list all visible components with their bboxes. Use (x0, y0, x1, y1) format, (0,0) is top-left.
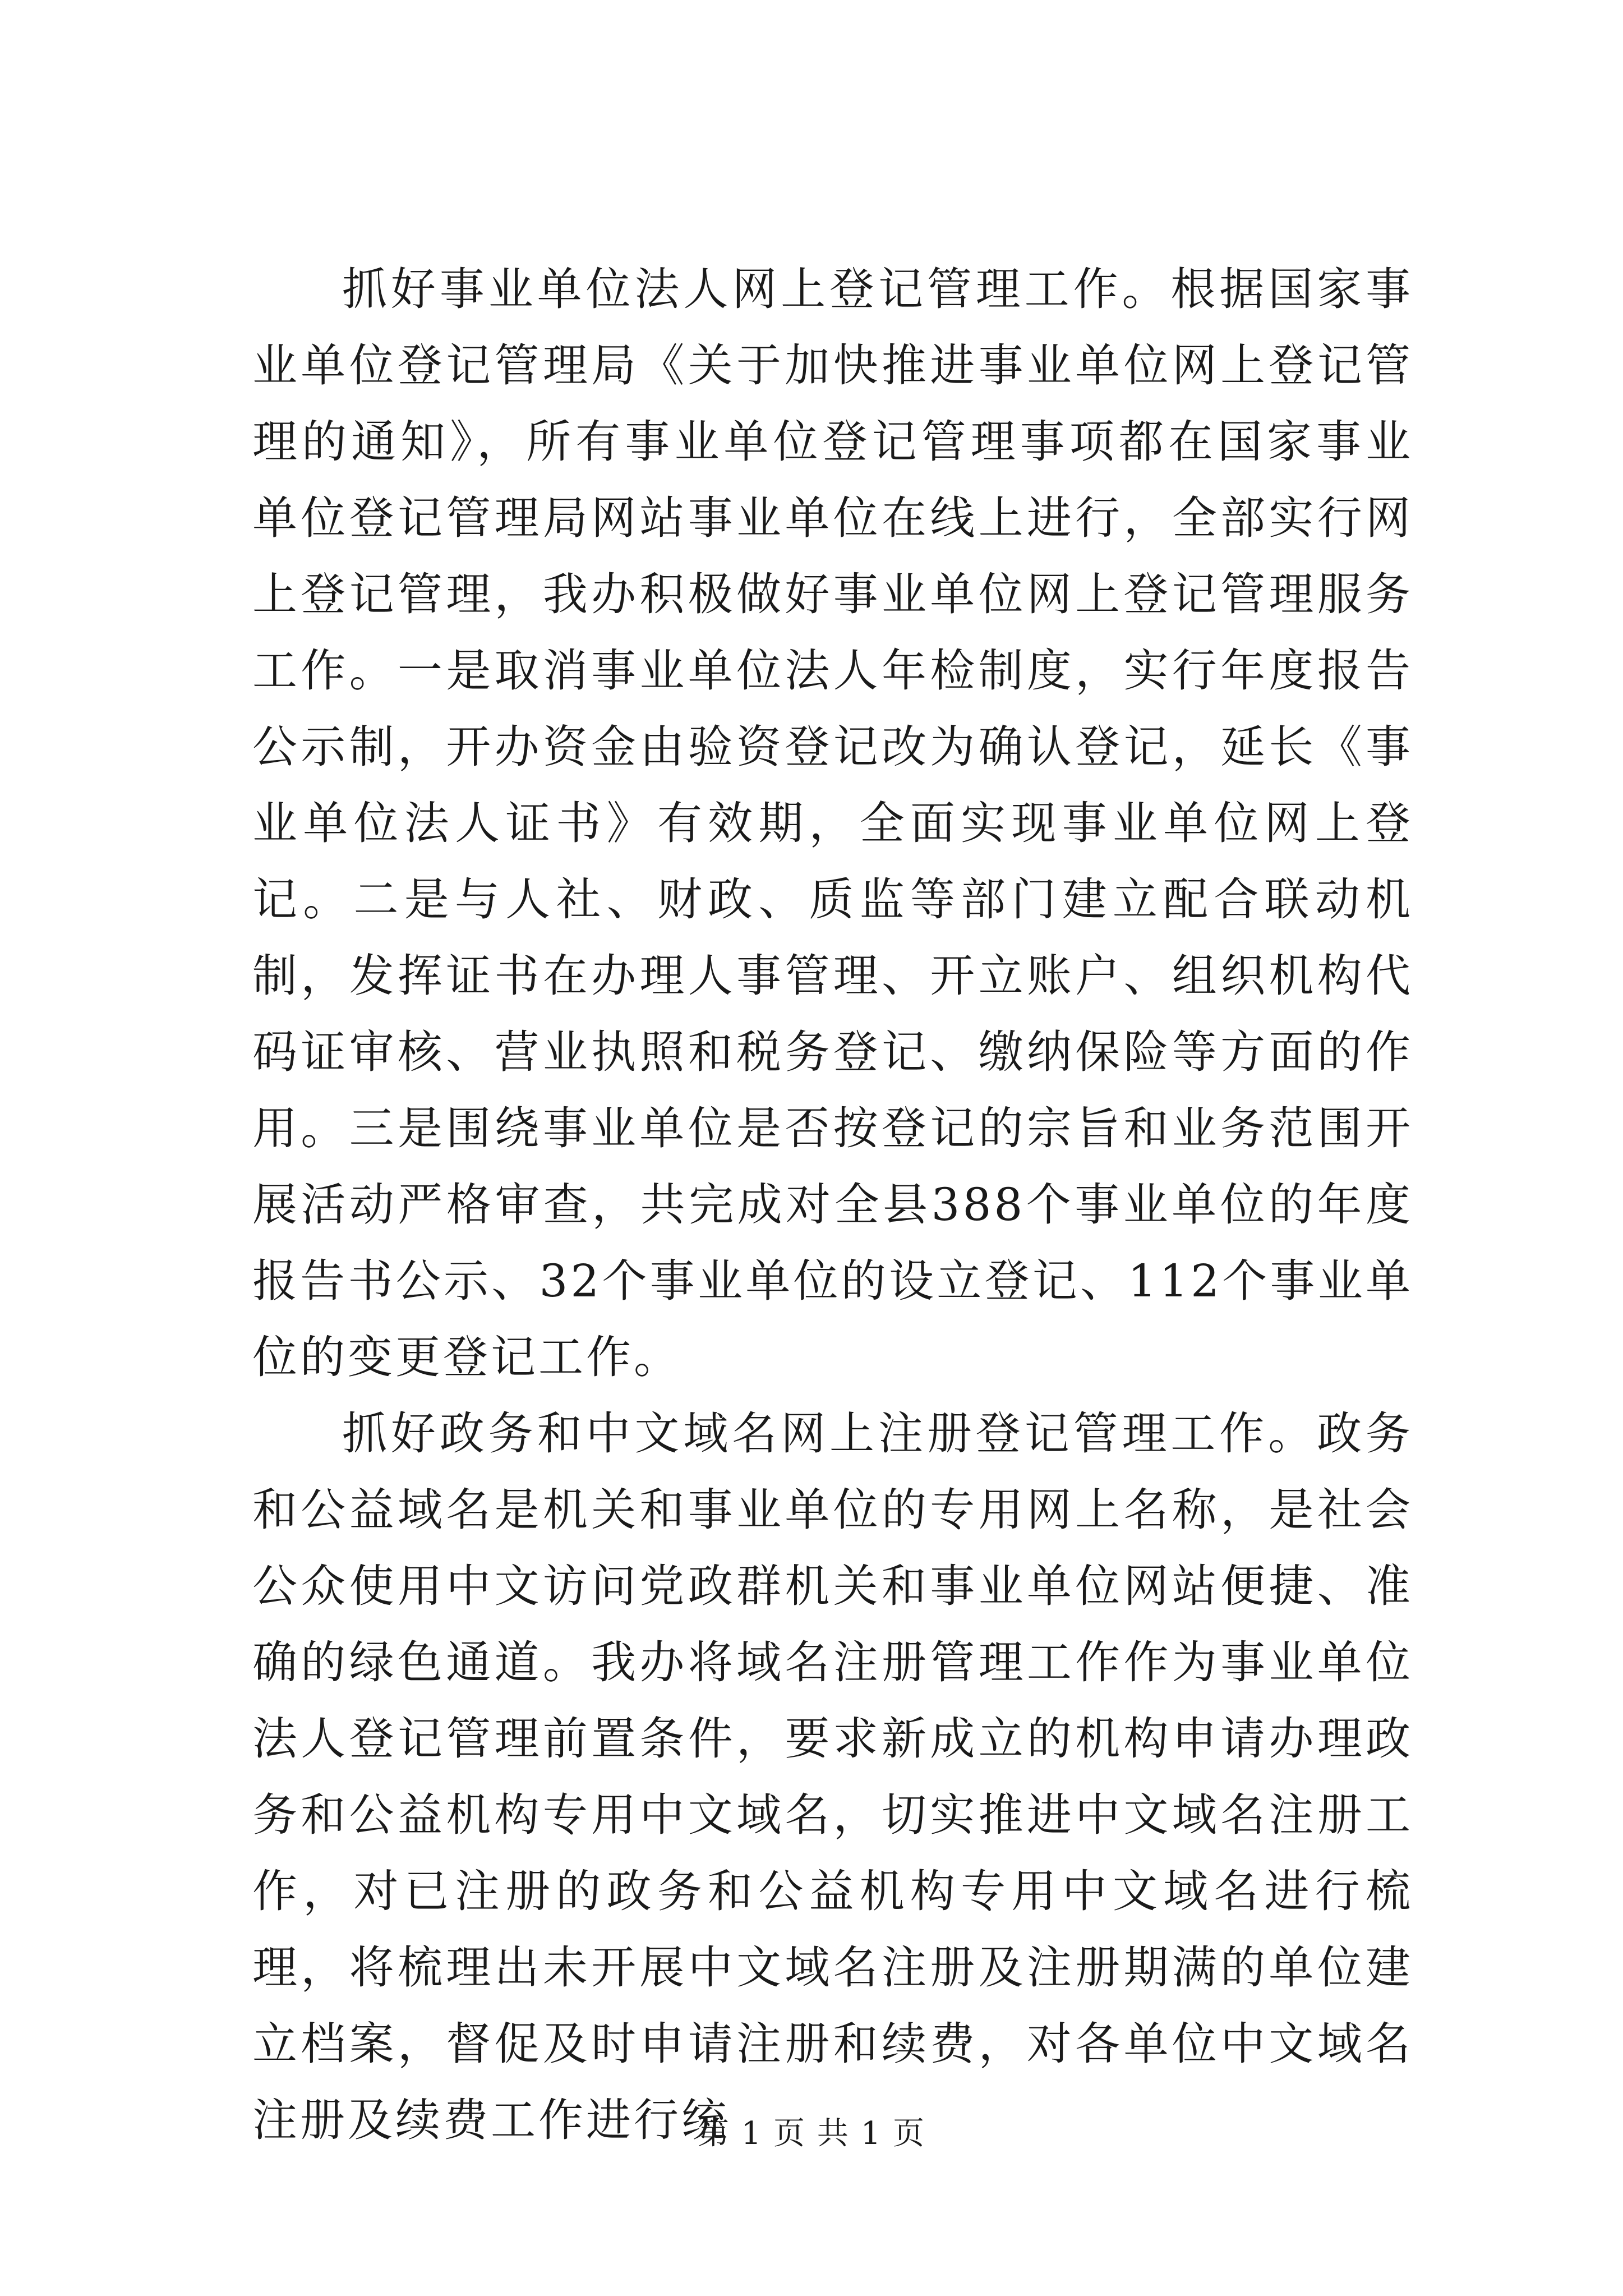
paragraph-1: 抓好事业单位法人网上登记管理工作。根据国家事业单位登记管理局《关于加快推进事业单位网上登记管理的通知》，所有事业单位登记管理事项都在国家事业单位登记管理局网站事业单位在线上进行，全部实行网上登记管理，我办积极做好事业单位网上登记管理服务工作。一是取消事业单位法人年检制度，实行年度报告公示制，开办资金由验资登记改为确认登记，延长《事业单位法人证书》有效期，全面实现事业单位网上登记。二是与人社、财政、质监等部门建立配合联动机制，发挥证书在办理人事管理、开立账户、组织机构代码证审核、营业执照和税务登记、缴纳保险等方面的作用。三是围绕事业单位是否按登记的宗旨和业务范围开展活动严格审查，共完成对全县388个事业单位的年度报告书公示、32个事业单位的设立登记、112个事业单位的变更登记工作。 (252, 263, 1413, 1383)
document-body (252, 251, 1413, 2159)
page-footer: 第 1 页 共 1 页 (697, 2115, 926, 2152)
paragraph-2: 抓好政务和中文域名网上注册登记管理工作。政务和公益域名是机关和事业单位的专用网上名称，是社会公众使用中文访问党政群机关和事业单位网站便捷、准确的绿色通道。我办将域名注册管理工作作为事业单位法人登记管理前置条件，要求新成立的机构申请办理政务和公益机构专用中文域名，切实推进中文域名注册工作，对已注册的政务和公益机构专用中文域名进行梳理，将梳理出未开展中文域名注册及注册期满的单位建立档案，督促及时申请注册和续费，对各单位中文域名注册及续费工作进行统 (252, 1407, 1413, 2146)
